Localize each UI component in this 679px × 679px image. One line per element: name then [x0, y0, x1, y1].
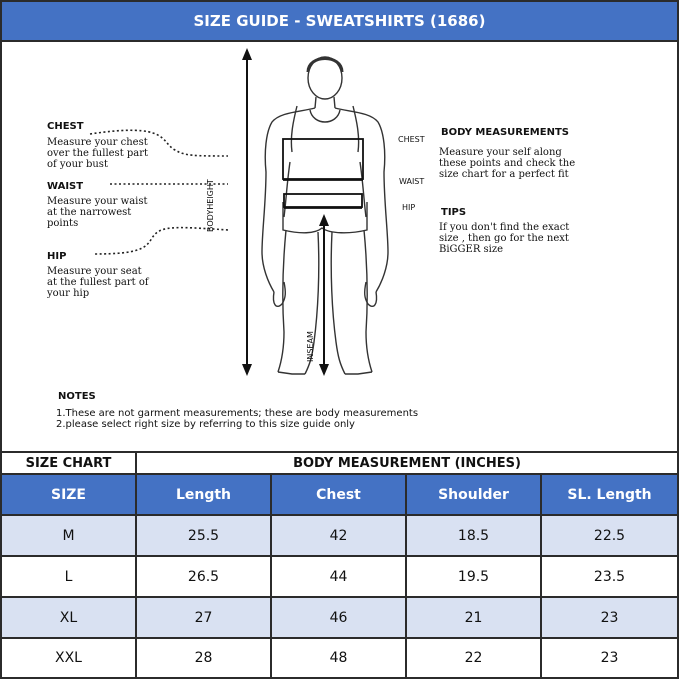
body-measurements-description: Measure your self along these points and check the size chart for a perfect fit — [439, 147, 576, 180]
table-cell: 21 — [407, 598, 542, 639]
table-cell: M — [2, 516, 137, 557]
table-cell: 44 — [272, 557, 407, 598]
column-header-sl-length: SL. Length — [542, 475, 677, 516]
note-item-2: 2.please select right size by referring to this size guide only — [56, 419, 355, 430]
table-cell: L — [2, 557, 137, 598]
table-cell: 18.5 — [407, 516, 542, 557]
hip-label: HIP — [47, 251, 67, 262]
tips-title: TIPS — [441, 207, 467, 218]
body-measurement-caption: BODY MEASUREMENT (INCHES) — [137, 453, 677, 475]
waist-description: Measure your waist at the narrowest points — [47, 196, 148, 229]
measurement-bands — [283, 139, 363, 208]
table-cell: 23 — [542, 598, 677, 639]
table-cell: 28 — [137, 639, 272, 677]
column-header-shoulder: Shoulder — [407, 475, 542, 516]
tips-description: If you don't find the exact size , then go for the next BiGGER size — [439, 222, 570, 255]
body-height-arrow — [242, 48, 252, 376]
size-chart-caption: SIZE CHART — [2, 453, 137, 475]
column-header-size: SIZE — [2, 475, 137, 516]
column-header-length: Length — [137, 475, 272, 516]
size-chart-table — [2, 451, 677, 677]
page-title: SIZE GUIDE - SWEATSHIRTS (1686) — [2, 2, 677, 42]
table-cell: 27 — [137, 598, 272, 639]
column-header-chest: Chest — [272, 475, 407, 516]
waist-label: WAIST — [47, 181, 84, 192]
table-cell: 26.5 — [137, 557, 272, 598]
table-cell: XXL — [2, 639, 137, 677]
table-cell: 23.5 — [542, 557, 677, 598]
body-measurements-title: BODY MEASUREMENTS — [441, 127, 569, 138]
chest-description: Measure your chest over the fullest part of your bust — [47, 137, 149, 170]
table-cell: 48 — [272, 639, 407, 677]
figure-hip-label: HIP — [402, 203, 416, 212]
hip-description: Measure your seat at the fullest part of your hip — [47, 266, 149, 299]
table-cell: 22.5 — [542, 516, 677, 557]
notes-title: NOTES — [58, 391, 96, 402]
table-cell: 46 — [272, 598, 407, 639]
figure-chest-label: CHEST — [398, 135, 425, 144]
chest-label: CHEST — [47, 121, 84, 132]
note-item-1: 1.These are not garment measurements; these are body measurements — [56, 408, 419, 419]
table-cell: 25.5 — [137, 516, 272, 557]
inseam-arrow — [319, 214, 329, 376]
figure-waist-label: WAIST — [399, 177, 425, 186]
table-cell: 23 — [542, 639, 677, 677]
body-figure-illustration — [0, 42, 679, 387]
table-cell: 42 — [272, 516, 407, 557]
table-cell: 22 — [407, 639, 542, 677]
body-height-label: BODYHEIGHT — [206, 179, 215, 232]
table-cell: XL — [2, 598, 137, 639]
inseam-label: INSEAM — [306, 331, 315, 362]
table-cell: 19.5 — [407, 557, 542, 598]
